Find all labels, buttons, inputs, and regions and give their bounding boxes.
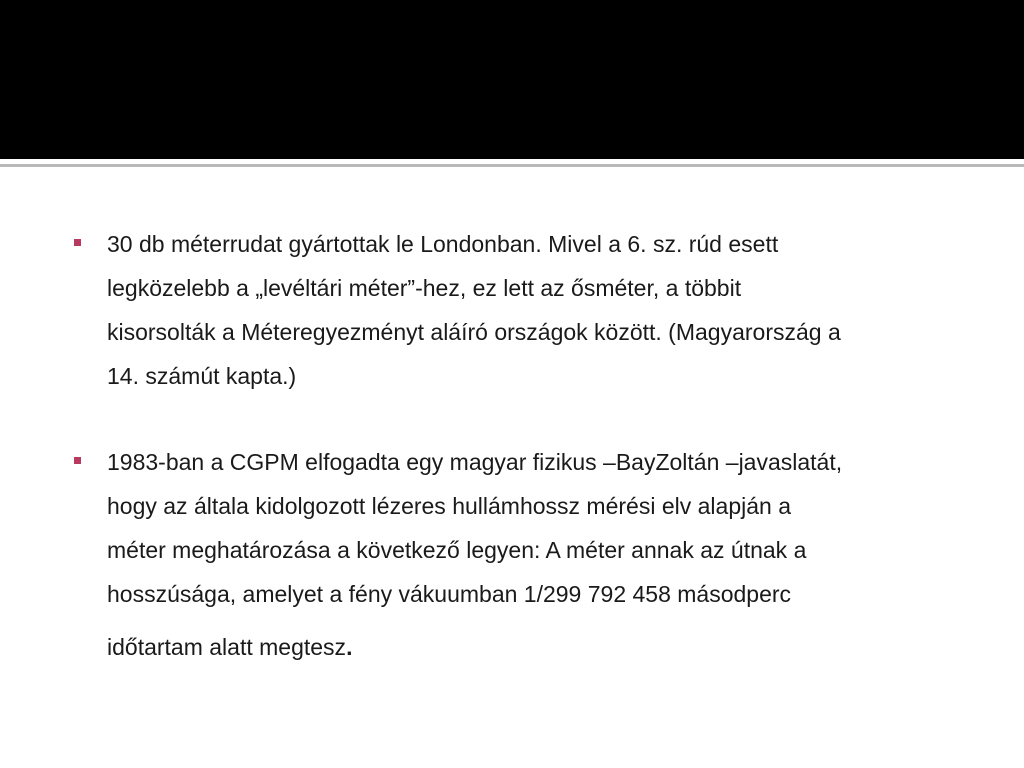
bullet-item-2 <box>74 440 974 669</box>
bullet-item-1 <box>74 222 974 398</box>
title-divider <box>0 164 1024 167</box>
bullet-list <box>74 222 974 669</box>
bullet-1-line-3: kisorsolták a Méteregyezményt aláíró országok között. (Magyarország a <box>107 319 841 345</box>
title-band <box>0 0 1024 159</box>
bullet-2-end-mark: . <box>346 634 353 660</box>
bullet-2-line-5-text: időtartam alatt megtesz <box>107 634 347 660</box>
bullet-2-line-3: méter meghatározása a következő legyen: A méter annak az útnak a <box>107 537 807 563</box>
bullet-1-line-2: legközelebb a „levéltári méter”-hez, ez lett az ősméter, a többit <box>107 275 742 301</box>
bullet-2-line-1: 1983-ban a CGPM elfogadta egy magyar fizikus –BayZoltán –javaslatát, <box>107 449 843 475</box>
bullet-2-line-2: hogy az általa kidolgozott lézeres hullámhossz mérési elv alapján a <box>107 493 791 519</box>
bullet-1-line-1: 30 db méterrudat gyártottak le Londonban. Mivel a 6. sz. rúd esett <box>107 231 779 257</box>
bullet-2-line-4: hosszúsága, amelyet a fény vákuumban 1/299 792 458 másodperc <box>107 581 792 607</box>
bullet-2-line-5 <box>107 625 974 669</box>
bullet-1-line-4: 14. számút kapta.) <box>107 363 297 389</box>
square-bullet-icon <box>74 457 81 464</box>
square-bullet-icon <box>74 239 81 246</box>
